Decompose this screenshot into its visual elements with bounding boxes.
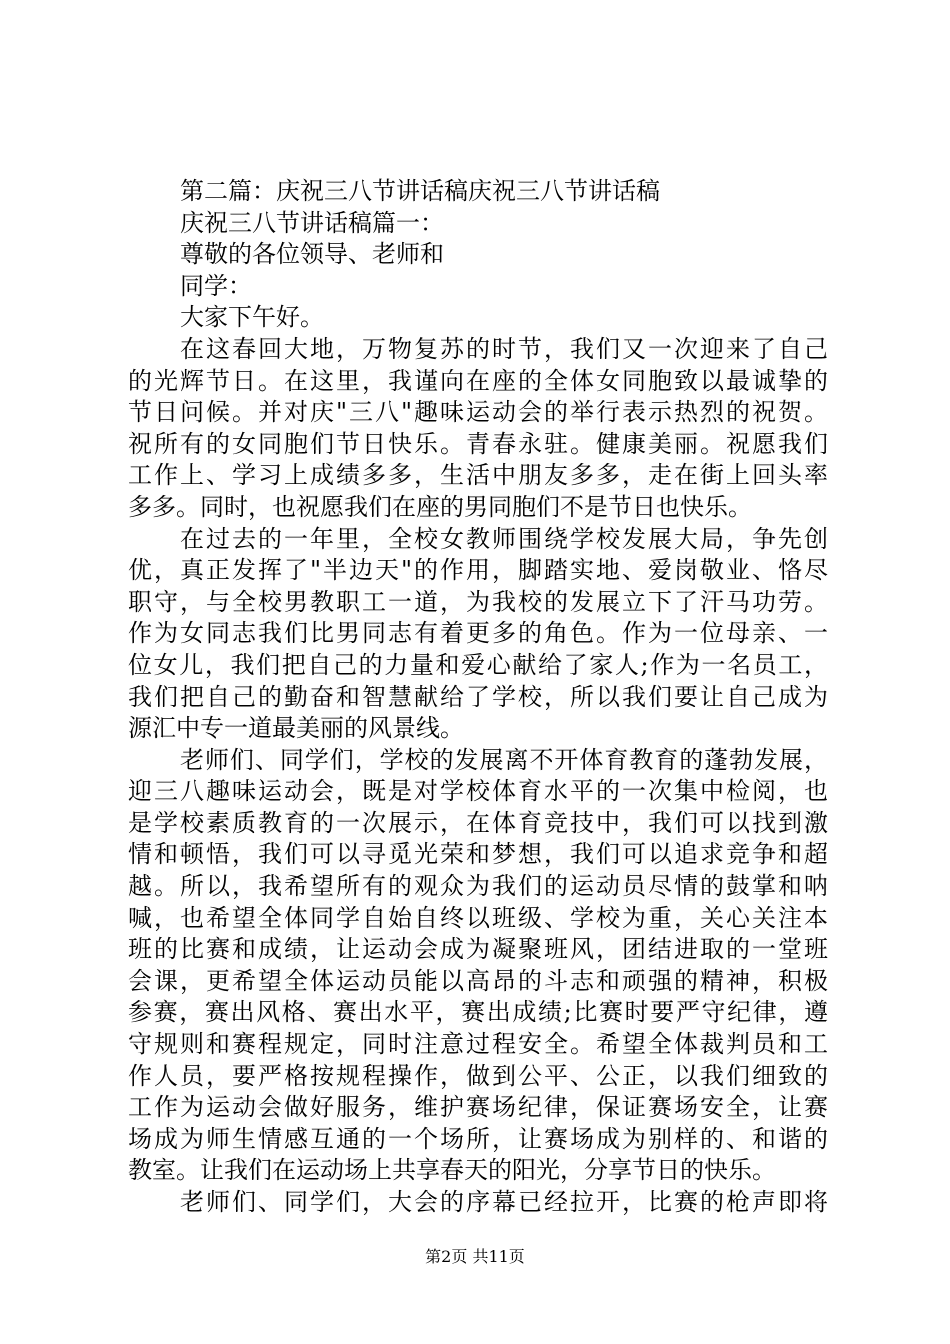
- text-line: 第二篇：庆祝三八节讲话稿庆祝三八节讲话稿: [180, 177, 660, 205]
- text-line: 大家下午好。: [180, 303, 324, 332]
- text-line: 在过去的一年里，全校女教师围绕学校发展大局，争先创: [180, 524, 828, 553]
- text-line: 作为女同志我们比男同志有着更多的角色。作为一位母亲、一: [128, 619, 828, 648]
- text-line: 是学校素质教育的一次展示，在体育竞技中，我们可以找到激: [128, 808, 828, 837]
- text-line: 祝所有的女同胞们节日快乐。青春永驻。健康美丽。祝愿我们: [128, 429, 828, 458]
- text-line: 作人员，要严格按规程操作，做到公平、公正，以我们细致的: [128, 1061, 828, 1090]
- text-line: 庆祝三八节讲话稿篇一：: [180, 208, 444, 237]
- text-line: 优，真正发挥了"半边天"的作用，脚踏实地、爱岗敬业、恪尽: [128, 556, 828, 585]
- text-line: 场成为师生情感互通的一个场所，让赛场成为别样的、和谐的: [128, 1124, 828, 1153]
- text-line: 节日问候。并对庆"三八"趣味运动会的举行表示热烈的祝贺。: [128, 398, 828, 427]
- text-line: 情和顿悟，我们可以寻觅光荣和梦想，我们可以追求竞争和超: [128, 840, 828, 869]
- text-line: 位女儿，我们把自己的力量和爱心献给了家人;作为一名员工，: [128, 650, 828, 679]
- text-line: 喊，也希望全体同学自始自终以班级、学校为重，关心关注本: [128, 903, 828, 932]
- text-line: 同学：: [180, 271, 252, 300]
- text-line: 会课，更希望全体运动员能以高昂的斗志和顽强的精神，积极: [128, 966, 828, 995]
- text-line: 多多。同时，也祝愿我们在座的男同胞们不是节日也快乐。: [128, 492, 752, 521]
- text-line: 职守，与全校男教职工一道，为我校的发展立下了汗马功劳。: [128, 587, 828, 616]
- text-line: 班的比赛和成绩，让运动会成为凝聚班风，团结进取的一堂班: [128, 935, 828, 964]
- document-body: [128, 176, 828, 1219]
- text-line: 工作为运动会做好服务，维护赛场纪律，保证赛场安全，让赛: [128, 1093, 828, 1122]
- text-line: 工作上、学习上成绩多多，生活中朋友多多，走在街上回头率: [128, 461, 828, 490]
- text-line: 参赛，赛出风格、赛出水平，赛出成绩;比赛时要严守纪律，遵: [128, 998, 828, 1027]
- text-line: 尊敬的各位领导、老师和: [180, 240, 444, 269]
- text-line: 我们把自己的勤奋和智慧献给了学校，所以我们要让自己成为: [128, 682, 828, 711]
- text-line: 的光辉节日。在这里，我谨向在座的全体女同胞致以最诚挚的: [128, 366, 828, 395]
- text-line: 源汇中专一道最美丽的风景线。: [128, 714, 464, 743]
- text-line: 越。所以，我希望所有的观众为我们的运动员尽情的鼓掌和呐: [128, 872, 828, 901]
- text-line: 老师们、同学们，学校的发展离不开体育教育的蓬勃发展，: [180, 745, 828, 774]
- text-line: 教室。让我们在运动场上共享春天的阳光，分享节日的快乐。: [128, 1156, 776, 1185]
- text-line: 老师们、同学们，大会的序幕已经拉开，比赛的枪声即将: [180, 1188, 828, 1216]
- text-line: 在这春回大地，万物复苏的时节，我们又一次迎来了自己: [180, 334, 828, 363]
- text-line: 迎三八趣味运动会，既是对学校体育水平的一次集中检阅，也: [128, 777, 828, 806]
- page-footer: 第2页 共11页: [425, 1247, 525, 1266]
- text-line: 守规则和赛程规定，同时注意过程安全。希望全体裁判员和工: [128, 1030, 828, 1059]
